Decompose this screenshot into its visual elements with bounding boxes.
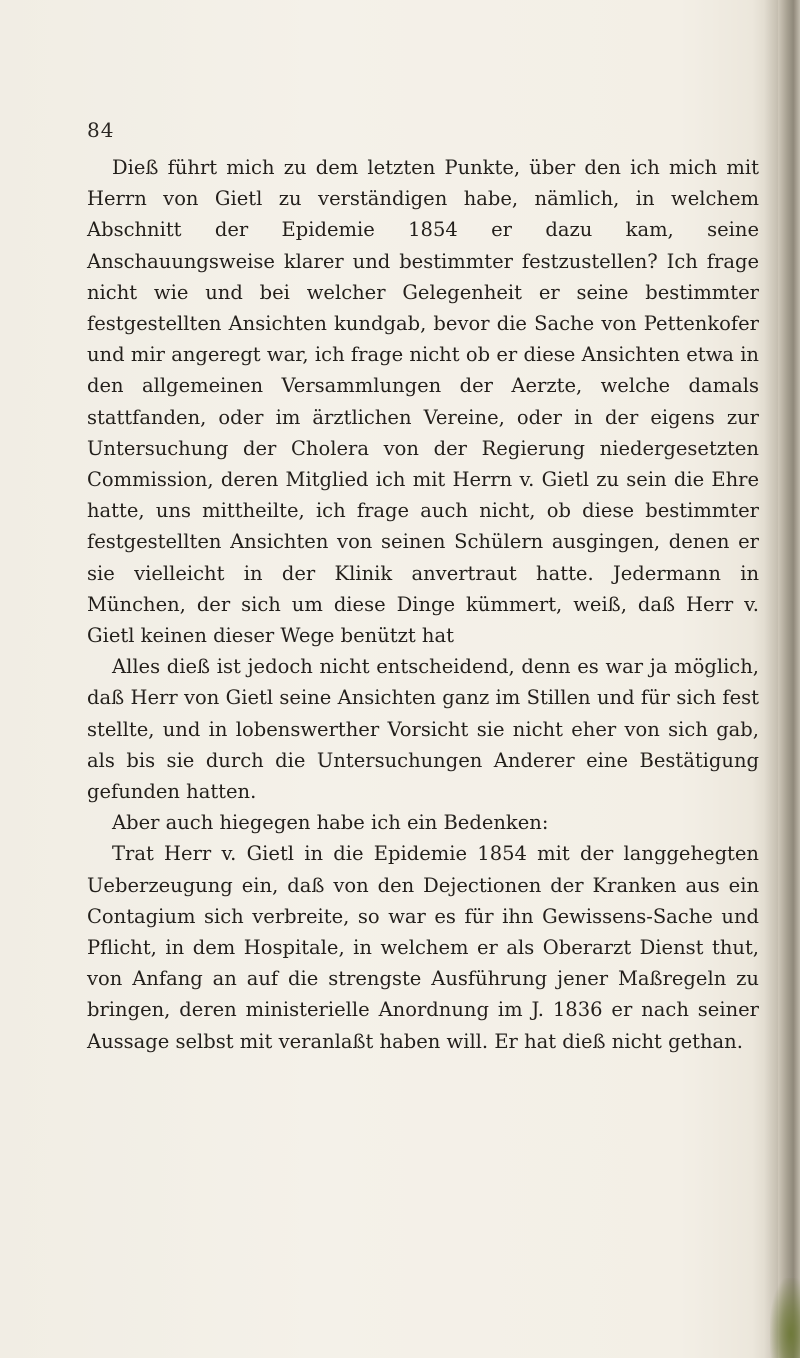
page-number: 84 xyxy=(87,118,115,142)
page-stain xyxy=(770,1278,800,1358)
book-spine-edge xyxy=(778,0,800,1358)
paragraph-3: Aber auch hiegegen habe ich ein Bedenken: xyxy=(112,811,549,835)
paragraph-4: Trat Herr v. Gietl in die Epidemie 1854 mit der langgehegten Ueberzeugung ein, daß von den Dejectionen der Kranken aus ein Contagium sich verbreite, so war es für ihn Gewissens-Sache und Pflicht, in dem Hospitale, in welchem er als Oberarzt Dienst thut, von Anfang an auf die strengste Ausführung jener Maßregeln zu bringen, deren ministerielle Anordnung im J. 1836 er nach seiner Aussage selbst mit veranlaßt haben will. Er hat dieß nicht gethan. xyxy=(87,842,759,1053)
gutter-shadow xyxy=(764,0,778,1358)
paragraph-2: Alles dieß ist jedoch nicht entscheidend, denn es war ja möglich, daß Herr von Gietl seine Ansichten ganz im Stillen und für sich fest stellte, und in lobenswerther Vorsicht sie nicht eher von sich gab, als bis sie durch die Untersuchungen Anderer eine Bestätigung gefunden hatten. xyxy=(87,655,759,804)
page-body-text xyxy=(87,152,759,1057)
paragraph-1: Dieß führt mich zu dem letzten Punkte, über den ich mich mit Herrn von Gietl zu verständigen habe, nämlich, in welchem Abschnitt der Epidemie 1854 er dazu kam, seine Anschauungsweise klarer und bestimmter festzustellen? Ich frage nicht wie und bei welcher Gelegenheit er seine bestimmter festgestellten Ansichten kundgab, bevor die Sache von Pettenkofer und mir angeregt war, ich frage nicht ob er diese Ansichten etwa in den allgemeinen Versammlungen der Aerzte, welche damals stattfanden, oder im ärztlichen Vereine, oder in der eigens zur Untersuchung der Cholera von der Regierung niedergesetzten Commission, deren Mitglied ich mit Herrn v. Gietl zu sein die Ehre hatte, uns mittheilte, ich frage auch nicht, ob diese bestimmter festgestellten Ansichten von seinen Schülern ausgingen, denen er sie vielleicht in der Klinik anvertraut hatte. Jedermann in München, der sich um diese Dinge kümmert, weiß, daß Herr v. Gietl keinen dieser Wege benützt hat xyxy=(87,156,759,648)
